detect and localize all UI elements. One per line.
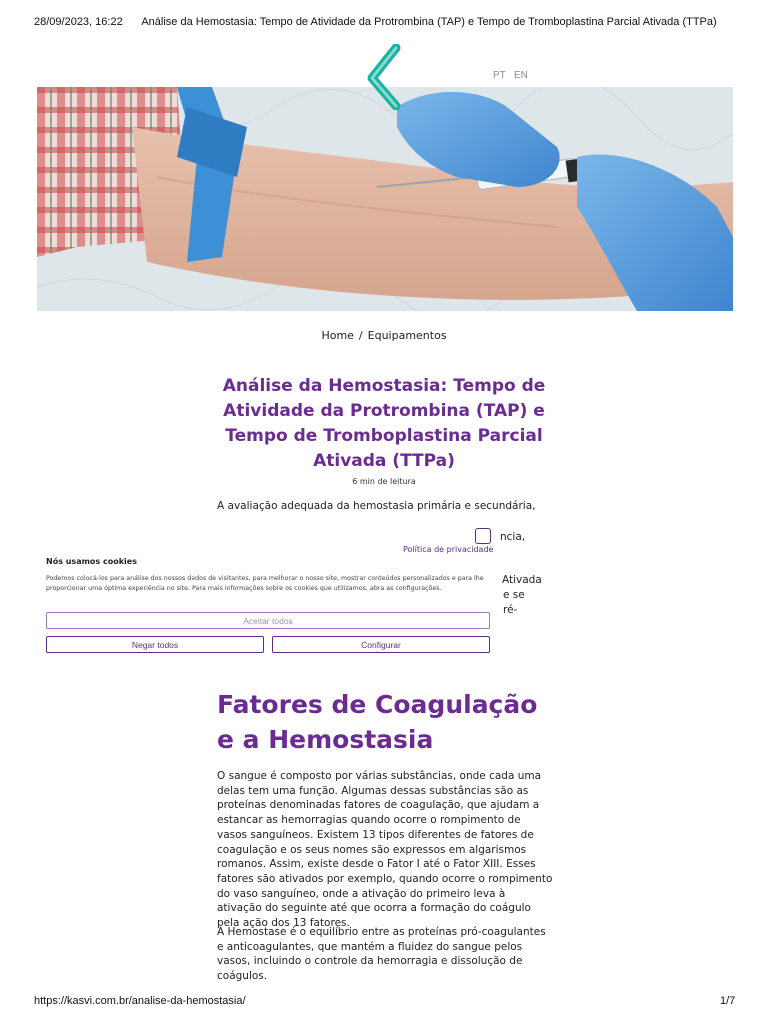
body-paragraph: O sangue é composto por várias substâncias, onde cada uma delas tem uma função. Algumas dessas substâncias são as proteínas denominadas fatores de coagulação, que ajudam a estancar as hemorragias quando ocorre o rompimento de vasos sanguíneos. Existem 13 tipos diferentes de fatores de coagulação e os seus nomes são expressos em algarismos romanos. Assim, existe desde o Fator I até o Fator XIII. Esses fatores são ativados por exemplo, quando ocorre o rompimento do vaso sanguíneo, onde a ativação do primeiro leva à ativação do seguinte até que ocorra a formação do coágulo pela ação dos 13 fatores.	[217, 770, 553, 930]
kasvi-logo[interactable]	[360, 44, 414, 110]
breadcrumb-separator: /	[358, 329, 363, 342]
article-title: Análise da Hemostasia: Tempo de Atividade da Protrombina (TAP) e Tempo de Tromboplastina Parcial Ativada (TTPa)	[222, 376, 546, 471]
breadcrumb	[0, 329, 768, 342]
cookie-checkbox[interactable]	[475, 528, 491, 544]
print-datetime: 28/09/2023, 16:22	[34, 16, 123, 28]
read-time: 6 min de leitura	[352, 477, 416, 486]
blood-draw-illustration	[37, 87, 733, 311]
intro-paragraph: A avaliação adequada da hemostasia primária e secundária,	[217, 500, 536, 512]
body-paragraph: A Hemostase é o equilíbrio entre as proteínas pró-coagulantes e anticoagulantes, que mantém a fluidez do sangue pelos vasos, incluindo o controle da hemorragia e dissolução de coágulos.	[217, 926, 546, 983]
deny-all-button[interactable]: Negar todos	[46, 636, 264, 653]
breadcrumb-equipamentos[interactable]: Equipamentos	[367, 329, 447, 342]
cookie-banner-text: Podemos colocá-los para análise dos nossos dados de visitantes, para melhorar o nosso site, mostrar conteúdos personalizados e para lhe proporcionar uma óptima experiência no site. Para mais informações sobre os cookies que utilizamos, abra as configurações.	[46, 575, 484, 592]
intro-fragment: ncia,	[500, 531, 526, 543]
privacy-policy-link[interactable]: Política de privacidade	[403, 545, 494, 554]
hero-image	[37, 87, 733, 311]
breadcrumb-home[interactable]: Home	[321, 329, 354, 342]
intro-fragment: Ativada	[502, 574, 542, 586]
configure-cookies-button[interactable]: Configurar	[272, 636, 490, 653]
print-page-number: 1/7	[720, 995, 736, 1007]
print-page-title: Análise da Hemostasia: Tempo de Atividade da Protrombina (TAP) e Tempo de Tromboplastina Parcial Ativada (TTPa)	[141, 16, 717, 28]
print-url: https://kasvi.com.br/analise-da-hemostasia/	[34, 995, 246, 1007]
section-heading: Fatores de Coagulação e a Hemostasia	[217, 690, 538, 754]
cookie-banner-title: Nós usamos cookies	[46, 557, 137, 566]
accept-all-button[interactable]: Aceitar todos	[46, 612, 490, 629]
language-pt[interactable]: PT	[493, 70, 506, 81]
language-en[interactable]: EN	[514, 70, 528, 81]
intro-fragment: ré-	[503, 604, 518, 616]
intro-fragment: e se	[503, 589, 525, 601]
